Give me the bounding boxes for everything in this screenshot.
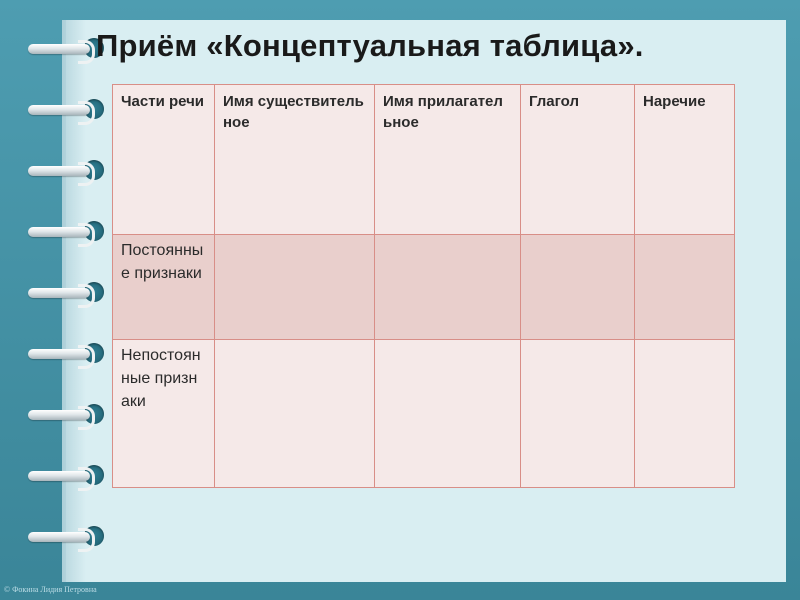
row-label-constant-features: Постоянные признаки xyxy=(113,235,215,340)
table-cell-noun-constant xyxy=(215,235,375,340)
spiral-binding-ring-icon xyxy=(28,38,104,62)
spiral-binding-ring-icon xyxy=(28,343,104,367)
header-cell-adjective: Имя прилагательное xyxy=(375,85,521,235)
slide-title: Приём «Концептуальная таблица». xyxy=(96,28,644,63)
spiral-binding-ring-icon xyxy=(28,465,104,489)
spiral-binding-ring-icon xyxy=(28,99,104,123)
copyright-text: © Фокина Лидия Петровна xyxy=(4,585,97,594)
table-cell-noun-variable xyxy=(215,339,375,487)
table-cell-adverb-constant xyxy=(635,235,735,340)
row-label-variable-features: Непостоянные признаки xyxy=(113,339,215,487)
table-row-constant-features xyxy=(113,235,735,340)
header-cell-parts-of-speech: Части речи xyxy=(113,85,215,235)
table-cell-verb-constant xyxy=(521,235,635,340)
spiral-binding-ring-icon xyxy=(28,404,104,428)
table-cell-adjective-constant xyxy=(375,235,521,340)
header-cell-adverb: Наречие xyxy=(635,85,735,235)
spiral-binding-ring-icon xyxy=(28,526,104,550)
spiral-binding-ring-icon xyxy=(28,160,104,184)
spiral-binding-ring-icon xyxy=(28,221,104,245)
table-cell-verb-variable xyxy=(521,339,635,487)
table-cell-adverb-variable xyxy=(635,339,735,487)
table-cell-adjective-variable xyxy=(375,339,521,487)
table-row-variable-features xyxy=(113,339,735,487)
concept-table xyxy=(112,84,735,488)
spiral-binding-ring-icon xyxy=(28,282,104,306)
header-cell-noun: Имя существительное xyxy=(215,85,375,235)
table-header-row xyxy=(113,85,735,235)
header-cell-verb: Глагол xyxy=(521,85,635,235)
